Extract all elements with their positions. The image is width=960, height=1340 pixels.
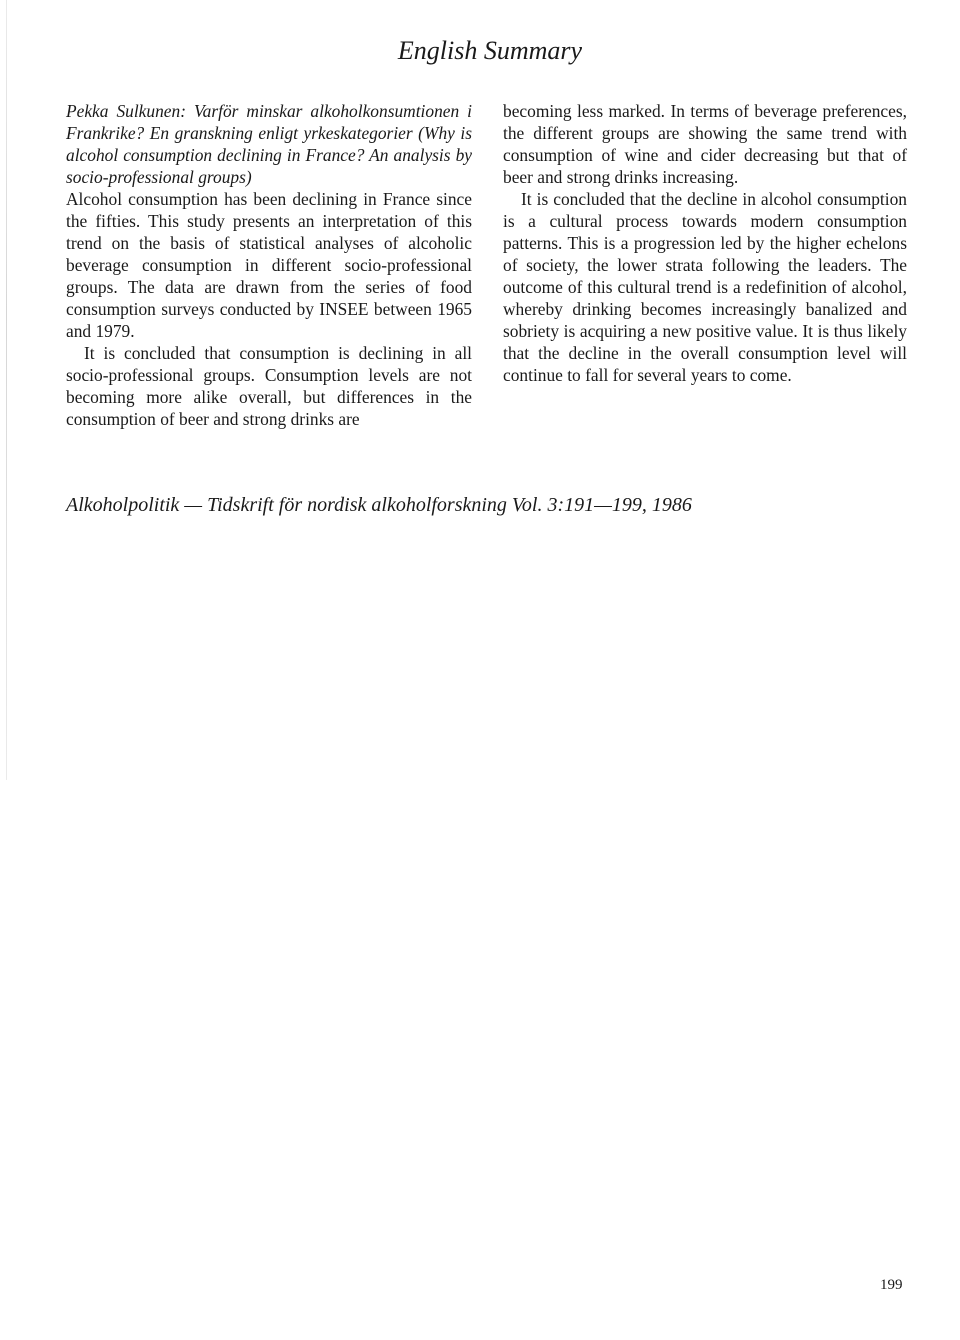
right-column: [503, 100, 907, 386]
left-column: [66, 100, 472, 430]
page-number: 199: [880, 1277, 903, 1293]
scan-edge-line: [6, 0, 7, 780]
page-title: English Summary: [397, 36, 583, 65]
summary-paragraph-2: It is concluded that consumption is declining in all socio-professional groups. Consumption levels are not becoming more alike overall, but differences in the consumption of beer and strong drinks are: [66, 343, 472, 429]
summary-paragraph-1: Alcohol consumption has been declining in France since the fifties. This study presents an interpretation of this trend on the basis of statistical analyses of alcoholic beverage consumption in different socio-professional groups. The data are drawn from the series of food consumption surveys conducted by INSEE between 1965 and 1979.: [66, 189, 472, 341]
journal-citation: Alkoholpolitik — Tidskrift för nordisk alkoholforskning Vol. 3:191—199, 1986: [66, 494, 692, 516]
article-heading: Pekka Sulkunen: Varför minskar alkoholkonsumtionen i Frankrike? En granskning enligt yrkeskategorier (Why is alcohol consumption declining in France? An analysis by socio-professional groups): [66, 101, 472, 187]
summary-paragraph-4: It is concluded that the decline in alcohol consumption is a cultural process towards modern consumption patterns. This is a progression led by the higher echelons of society, the lower strata following the leaders. The outcome of this cultural trend is a redefinition of alcohol, whereby drinking becomes increasingly banalized and sobriety is acquiring a new positive value. It is thus likely that the decline in the overall consumption level will continue to fall for several years to come.: [503, 189, 907, 385]
summary-paragraph-3: becoming less marked. In terms of beverage preferences, the different groups are showing the same trend with consumption of wine and cider decreasing but that of beer and strong drinks increasing.: [503, 101, 907, 187]
